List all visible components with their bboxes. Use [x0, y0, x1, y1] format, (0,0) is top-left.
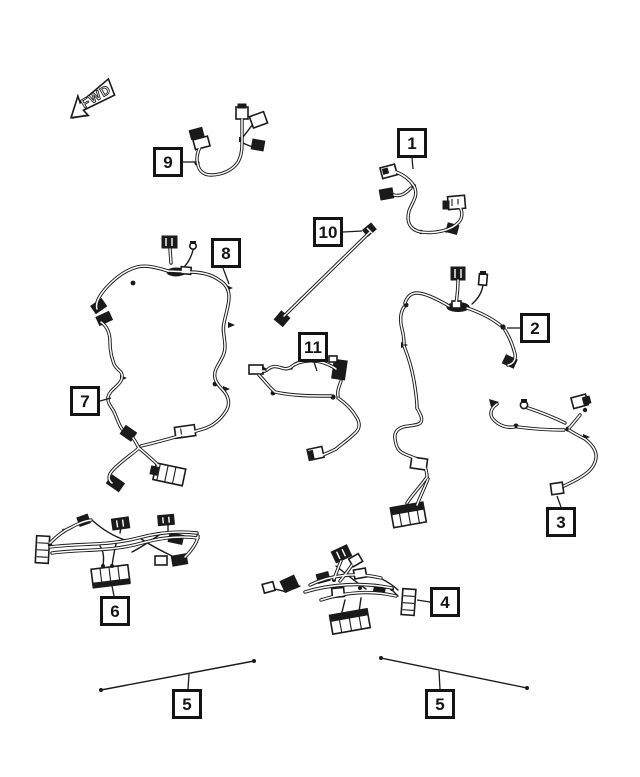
line-art-segment: [379, 188, 394, 200]
line-art-segment: [101, 661, 254, 690]
fwd-label: FWD: [78, 81, 114, 112]
callout-3[interactable]: 3: [546, 507, 576, 537]
line-art-segment: [158, 514, 175, 525]
line-art-segment: [163, 517, 164, 523]
line-art-segment: [37, 543, 48, 544]
wire-5-left: [99, 659, 256, 692]
line-art-segment: [243, 124, 253, 137]
line-art-segment: [259, 375, 331, 396]
wire-5-right: [379, 656, 529, 690]
line-art-segment: [448, 195, 466, 209]
line-art-segment: [402, 610, 413, 611]
line-art-segment: [96, 311, 112, 325]
line-art-segment: [111, 517, 129, 530]
line-art-segment: [171, 554, 188, 566]
line-art-segment: [236, 107, 248, 119]
line-art-segment: [451, 267, 465, 280]
harness-9: [189, 104, 267, 175]
line-art-segment: [569, 430, 585, 439]
line-art-segment: [91, 565, 130, 588]
callout-9[interactable]: 9: [153, 147, 183, 177]
line-art-segment: [117, 520, 118, 527]
line-art-segment: [228, 322, 235, 328]
line-art-segment: [395, 408, 422, 461]
line-art-segment: [472, 285, 483, 304]
leader-line-11: [314, 362, 317, 371]
line-art-segment: [238, 104, 246, 108]
line-art-segment: [91, 299, 107, 314]
line-art-segment: [169, 517, 170, 523]
line-art-segment: [330, 394, 335, 399]
line-art-segment: [330, 609, 371, 634]
line-art-segment: [525, 686, 529, 690]
line-art-segment: [491, 404, 514, 427]
leader-line-5-left: [188, 674, 189, 689]
line-art-segment: [582, 396, 591, 405]
line-art-segment: [583, 408, 587, 412]
line-art-segment: [329, 356, 337, 362]
callout-10[interactable]: 10: [313, 217, 343, 247]
line-art-segment: [569, 415, 580, 428]
fwd-arrow-icon: [63, 78, 119, 124]
harness-2: [390, 267, 517, 528]
line-art-segment: [168, 533, 184, 545]
line-art-segment: [150, 466, 159, 475]
line-art-segment: [528, 408, 565, 423]
harness-1: [379, 164, 465, 234]
line-art-segment: [123, 520, 124, 527]
leader-line-10: [343, 231, 362, 232]
leader-line-6: [112, 586, 114, 596]
line-art-segment: [443, 201, 449, 209]
line-art-segment: [139, 448, 158, 465]
callout-11[interactable]: 11: [298, 332, 328, 362]
line-art-segment: [404, 346, 417, 408]
callout-1[interactable]: 1: [397, 128, 427, 158]
line-art-segment: [110, 564, 114, 568]
line-art-segment: [480, 271, 486, 275]
line-art-segment: [149, 462, 186, 486]
line-art-segment: [251, 139, 265, 151]
line-art-segment: [101, 564, 105, 568]
line-art-segment: [401, 589, 416, 616]
line-art-segment: [96, 266, 168, 309]
callout-5-right[interactable]: 5: [425, 689, 455, 719]
line-art-segment: [382, 168, 388, 174]
leader-line-3: [557, 496, 561, 507]
line-art-segment: [155, 556, 167, 565]
line-art-segment: [500, 324, 505, 329]
line-art-segment: [162, 236, 177, 248]
line-art-segment: [131, 281, 136, 286]
harness-7-8: [91, 236, 235, 492]
line-art-segment: [403, 603, 414, 604]
harness-6: [35, 514, 198, 588]
line-art-segment: [280, 575, 299, 592]
harness-11: [249, 356, 359, 460]
line-art-segment: [403, 596, 414, 597]
line-art-segment: [381, 658, 527, 688]
callout-5-left[interactable]: 5: [172, 689, 202, 719]
callout-2[interactable]: 2: [520, 313, 550, 343]
line-art-segment: [35, 536, 49, 564]
line-art-segment: [262, 582, 275, 594]
line-art-segment: [168, 271, 229, 411]
line-art-segment: [101, 322, 122, 429]
line-art-segment: [395, 408, 422, 461]
leader-line-1: [412, 158, 413, 169]
line-art-segment: [37, 550, 48, 551]
line-art-segment: [168, 271, 229, 411]
line-art-segment: [185, 536, 198, 557]
line-art-segment: [101, 322, 122, 429]
line-art-segment: [390, 502, 426, 527]
line-art-segment: [249, 365, 263, 374]
line-art-segment: [514, 424, 519, 429]
callout-7[interactable]: 7: [70, 386, 100, 416]
line-art-segment: [478, 274, 487, 286]
line-art-segment: [564, 439, 596, 486]
line-art-segment: [181, 267, 192, 275]
callout-6[interactable]: 6: [100, 596, 130, 626]
line-art-segment: [353, 568, 366, 579]
callout-8[interactable]: 8: [211, 238, 241, 268]
line-art-segment: [358, 586, 362, 590]
line-art-segment: [252, 659, 256, 663]
line-art-segment: [379, 656, 383, 660]
line-art-segment: [521, 399, 527, 403]
line-art-segment: [342, 600, 345, 612]
harness-3: [489, 394, 596, 495]
callout-4[interactable]: 4: [430, 587, 460, 617]
line-art-segment: [37, 557, 48, 558]
harness-4: [262, 545, 416, 634]
line-art-segment: [401, 589, 416, 616]
line-art-segment: [249, 112, 267, 128]
line-art-segment: [99, 688, 103, 692]
line-art-segment: [340, 565, 352, 581]
line-art-segment: [550, 482, 563, 495]
line-art-segment: [170, 249, 171, 263]
line-art-segment: [190, 241, 196, 244]
leader-line-5-right: [439, 671, 440, 689]
leader-line-4: [417, 600, 430, 602]
